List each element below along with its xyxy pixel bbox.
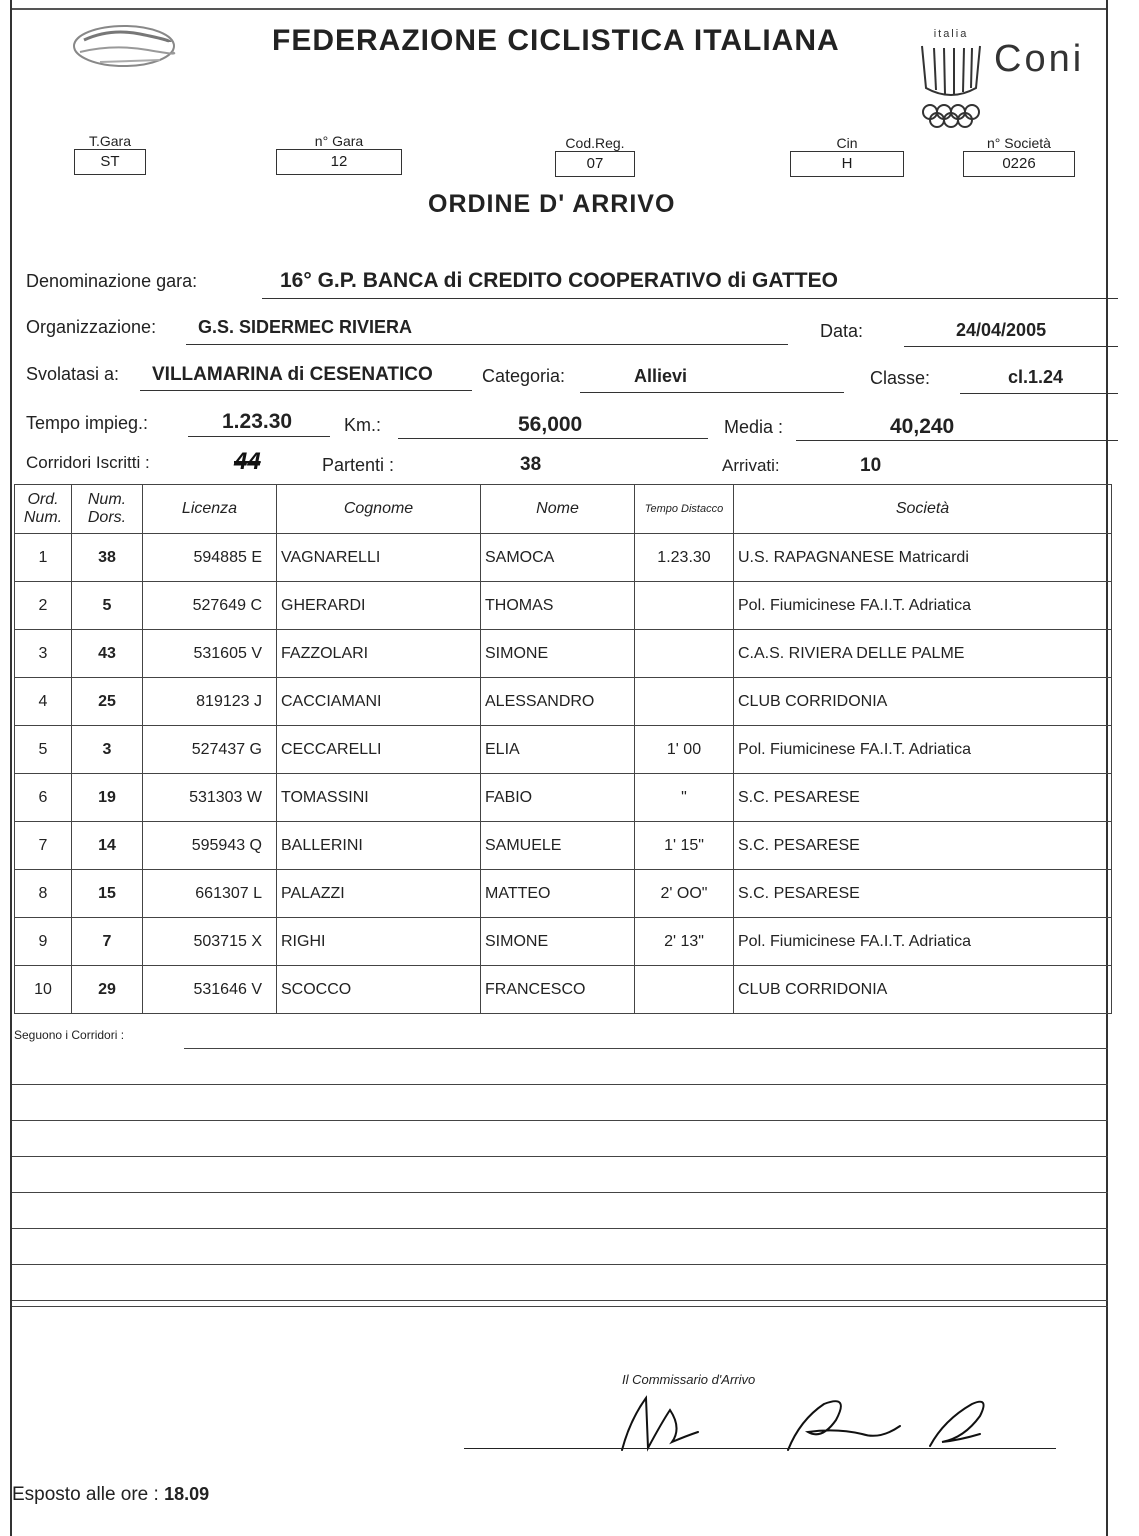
cell-societa: CLUB CORRIDONIA xyxy=(734,678,1112,726)
cell-tempo xyxy=(635,582,734,630)
km-label: Km.: xyxy=(344,415,382,435)
cell-ord: 4 xyxy=(15,678,72,726)
media-value: 40,240 xyxy=(890,415,955,438)
header-cognome: Cognome xyxy=(277,485,481,534)
blank-line xyxy=(12,1300,1108,1301)
table-row xyxy=(15,678,1112,726)
table-row xyxy=(15,534,1112,582)
table-row xyxy=(15,630,1112,678)
code-t-gara xyxy=(74,133,146,175)
table-header-row xyxy=(15,485,1112,534)
header-ord: Ord. Num. xyxy=(15,485,72,534)
svolta-underline xyxy=(140,390,472,391)
iscritti-label: Corridori Iscritti : xyxy=(26,453,150,472)
categoria-underline xyxy=(580,392,844,393)
code-value: 0226 xyxy=(963,151,1075,177)
data-underline xyxy=(904,346,1118,347)
cell-dors: 25 xyxy=(72,678,143,726)
table-row xyxy=(15,582,1112,630)
code-value: ST xyxy=(74,149,146,175)
denominazione-underline xyxy=(262,298,1118,299)
classe-value: cl.1.24 xyxy=(1008,367,1064,387)
cell-licenza: 819123 J xyxy=(143,678,277,726)
cell-tempo: 2' 13" xyxy=(635,918,734,966)
cell-cognome: VAGNARELLI xyxy=(277,534,481,582)
cell-societa: Pol. Fiumicinese FA.I.T. Adriatica xyxy=(734,918,1112,966)
table-row xyxy=(15,822,1112,870)
cell-cognome: BALLERINI xyxy=(277,822,481,870)
media-underline xyxy=(796,440,1118,441)
svolta-value: VILLAMARINA di CESENATICO xyxy=(152,364,433,385)
cell-dors: 29 xyxy=(72,966,143,1014)
blank-line xyxy=(12,1192,1108,1193)
data-label: Data: xyxy=(820,321,864,341)
table-row xyxy=(15,726,1112,774)
header-licenza: Licenza xyxy=(143,485,277,534)
cell-cognome: CECCARELLI xyxy=(277,726,481,774)
arrivati-value: 10 xyxy=(860,455,882,476)
blank-line xyxy=(12,1228,1108,1229)
cell-nome: ALESSANDRO xyxy=(481,678,635,726)
code-label: Cod.Reg. xyxy=(565,135,625,151)
categoria-label: Categoria: xyxy=(482,366,566,386)
esposto-value: 18.09 xyxy=(164,1484,210,1504)
cell-ord: 3 xyxy=(15,630,72,678)
km-underline xyxy=(398,438,708,439)
cell-tempo xyxy=(635,630,734,678)
federation-title: FEDERAZIONE CICLISTICA ITALIANA xyxy=(272,24,840,57)
cell-licenza: 531303 W xyxy=(143,774,277,822)
cell-licenza: 527437 G xyxy=(143,726,277,774)
code-value: 12 xyxy=(276,149,402,175)
cell-societa: CLUB CORRIDONIA xyxy=(734,966,1112,1014)
km-value: 56,000 xyxy=(518,413,583,436)
header-dors: Num. Dors. xyxy=(72,485,143,534)
coni-logo-text: Coni xyxy=(994,38,1085,80)
fci-logo-icon xyxy=(70,22,178,70)
cell-ord: 8 xyxy=(15,870,72,918)
cell-licenza: 594885 E xyxy=(143,534,277,582)
code-cin xyxy=(790,135,904,177)
blank-line xyxy=(184,1048,1108,1049)
esposto-label xyxy=(12,1484,209,1506)
blank-line xyxy=(12,1156,1108,1157)
cell-tempo xyxy=(635,678,734,726)
tempo-label: Tempo impieg.: xyxy=(26,413,149,433)
cell-ord: 9 xyxy=(15,918,72,966)
cell-nome: SAMUELE xyxy=(481,822,635,870)
cell-dors: 15 xyxy=(72,870,143,918)
seguono-label: Seguono i Corridori : xyxy=(14,1028,125,1042)
code-n-societa xyxy=(963,135,1075,177)
classe-underline xyxy=(960,393,1118,394)
organizzazione-value: G.S. SIDERMEC RIVIERA xyxy=(198,317,413,337)
iscritti-value: 44 xyxy=(234,448,261,475)
denominazione-label: Denominazione gara: xyxy=(26,271,198,291)
code-n-gara xyxy=(276,133,402,175)
cell-tempo: " xyxy=(635,774,734,822)
cell-cognome: FAZZOLARI xyxy=(277,630,481,678)
cell-cognome: TOMASSINI xyxy=(277,774,481,822)
cell-tempo: 1' 00 xyxy=(635,726,734,774)
cell-societa: Pol. Fiumicinese FA.I.T. Adriatica xyxy=(734,582,1112,630)
cell-cognome: SCOCCO xyxy=(277,966,481,1014)
esposto-text: Esposto alle ore : xyxy=(12,1484,159,1505)
tempo-value: 1.23.30 xyxy=(222,410,293,433)
code-value: 07 xyxy=(555,151,635,177)
document-title: ORDINE D' ARRIVO xyxy=(428,190,676,218)
cell-ord: 6 xyxy=(15,774,72,822)
cell-societa: S.C. PESARESE xyxy=(734,870,1112,918)
cell-cognome: RIGHI xyxy=(277,918,481,966)
cell-licenza: 661307 L xyxy=(143,870,277,918)
data-value: 24/04/2005 xyxy=(956,320,1047,340)
cell-tempo: 1' 15" xyxy=(635,822,734,870)
cell-nome: THOMAS xyxy=(481,582,635,630)
cell-dors: 14 xyxy=(72,822,143,870)
page-frame-top xyxy=(10,8,1108,10)
cell-cognome: PALAZZI xyxy=(277,870,481,918)
partenti-label: Partenti : xyxy=(322,455,395,475)
code-cod-reg xyxy=(555,135,635,177)
cell-nome: SAMOCA xyxy=(481,534,635,582)
cell-dors: 5 xyxy=(72,582,143,630)
svolta-label: Svolatasi a: xyxy=(26,364,120,384)
blank-line xyxy=(12,1120,1108,1121)
table-row xyxy=(15,918,1112,966)
signature-line xyxy=(464,1448,1056,1449)
cell-ord: 7 xyxy=(15,822,72,870)
commissario-label: Il Commissario d'Arrivo xyxy=(622,1372,756,1387)
code-label: n° Gara xyxy=(314,133,364,149)
tempo-underline xyxy=(188,436,330,437)
cell-licenza: 595943 Q xyxy=(143,822,277,870)
cell-tempo: 1.23.30 xyxy=(635,534,734,582)
denominazione-value: 16° G.P. BANCA di CREDITO COOPERATIVO di GATTEO xyxy=(280,269,838,292)
coni-rings-icon xyxy=(916,40,986,130)
code-label: n° Società xyxy=(987,135,1051,151)
media-label: Media : xyxy=(724,417,784,437)
cell-dors: 38 xyxy=(72,534,143,582)
arrivati-label: Arrivati: xyxy=(722,456,780,475)
cell-ord: 5 xyxy=(15,726,72,774)
cell-nome: FRANCESCO xyxy=(481,966,635,1014)
blank-line xyxy=(12,1264,1108,1265)
cell-licenza: 503715 X xyxy=(143,918,277,966)
cell-ord: 1 xyxy=(15,534,72,582)
cell-societa: S.C. PESARESE xyxy=(734,822,1112,870)
categoria-value: Allievi xyxy=(634,366,688,386)
cell-nome: MATTEO xyxy=(481,870,635,918)
organizzazione-underline xyxy=(186,344,788,345)
cell-societa: Pol. Fiumicinese FA.I.T. Adriatica xyxy=(734,726,1112,774)
cell-societa: C.A.S. RIVIERA DELLE PALME xyxy=(734,630,1112,678)
table-row xyxy=(15,774,1112,822)
cell-nome: ELIA xyxy=(481,726,635,774)
cell-dors: 3 xyxy=(72,726,143,774)
cell-tempo xyxy=(635,966,734,1014)
table-row xyxy=(15,870,1112,918)
cell-societa: U.S. RAPAGNANESE Matricardi xyxy=(734,534,1112,582)
partenti-value: 38 xyxy=(520,454,542,475)
cell-licenza: 531646 V xyxy=(143,966,277,1014)
cell-ord: 2 xyxy=(15,582,72,630)
cell-nome: FABIO xyxy=(481,774,635,822)
cell-nome: SIMONE xyxy=(481,918,635,966)
cell-dors: 19 xyxy=(72,774,143,822)
cell-dors: 43 xyxy=(72,630,143,678)
italia-text: italia xyxy=(933,28,969,40)
cell-societa: S.C. PESARESE xyxy=(734,774,1112,822)
header-tempo: Tempo Distacco xyxy=(635,485,734,534)
header-societa: Società xyxy=(734,485,1112,534)
cell-tempo: 2' OO" xyxy=(635,870,734,918)
cell-ord: 10 xyxy=(15,966,72,1014)
results-table xyxy=(14,484,1112,1014)
blank-line xyxy=(12,1084,1108,1085)
section-divider xyxy=(12,1306,1108,1307)
code-label: T.Gara xyxy=(88,133,131,149)
cell-licenza: 531605 V xyxy=(143,630,277,678)
header-nome: Nome xyxy=(481,485,635,534)
organizzazione-label: Organizzazione: xyxy=(26,317,157,337)
coni-emblem xyxy=(916,28,986,40)
cell-cognome: GHERARDI xyxy=(277,582,481,630)
cell-dors: 7 xyxy=(72,918,143,966)
cell-nome: SIMONE xyxy=(481,630,635,678)
table-row xyxy=(15,966,1112,1014)
code-label: Cin xyxy=(836,135,858,151)
cell-cognome: CACCIAMANI xyxy=(277,678,481,726)
cell-licenza: 527649 C xyxy=(143,582,277,630)
code-value: H xyxy=(790,151,904,177)
classe-label: Classe: xyxy=(870,368,931,388)
